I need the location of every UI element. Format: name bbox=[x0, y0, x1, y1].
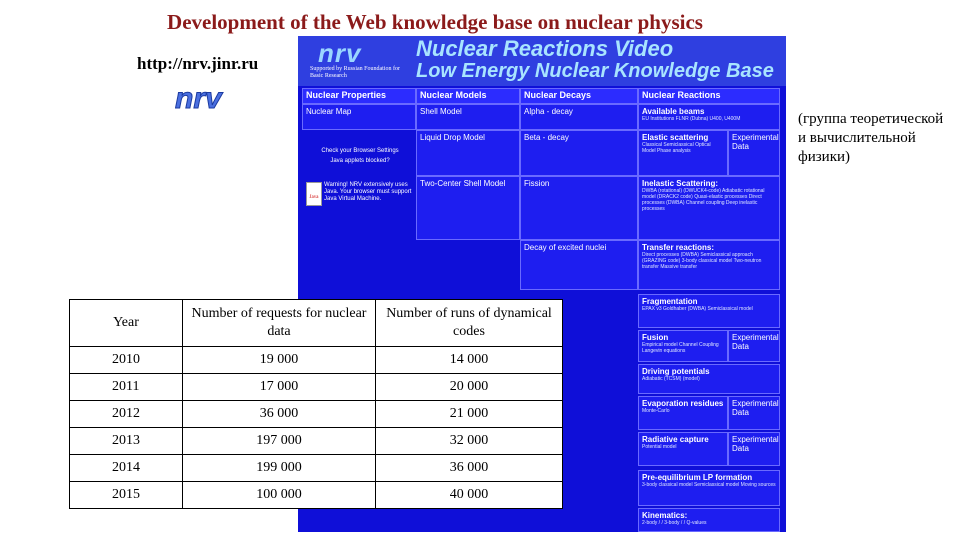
nav-beta-decay[interactable]: Beta - decay bbox=[520, 130, 638, 176]
transfer-label: Transfer reactions: bbox=[642, 243, 715, 252]
nav-exp-data-evaporation[interactable]: Experimental Data bbox=[728, 396, 780, 430]
cell-requests: 19 000 bbox=[183, 347, 376, 374]
nav-nuclear-map[interactable]: Nuclear Map bbox=[302, 104, 416, 130]
nav-radiative[interactable] bbox=[638, 432, 728, 466]
cell-requests: 36 000 bbox=[183, 401, 376, 428]
nav-elastic[interactable] bbox=[638, 130, 728, 176]
nav-exp-data-radiative[interactable]: Experimental Data bbox=[728, 432, 780, 466]
nrv-logo-text: nrv bbox=[175, 82, 222, 112]
group-note: (группа теоретической и вычислительной физики) bbox=[798, 111, 944, 165]
kinematics-sub: 2-body / / 3-body / / Q-values bbox=[642, 520, 707, 526]
fragmentation-sub: EPAX v3 Goldhaber (DWBA) Semiclassical model bbox=[642, 306, 753, 312]
nav-liquid-drop[interactable]: Liquid Drop Model bbox=[416, 130, 520, 176]
nav-kinematics[interactable] bbox=[638, 508, 780, 532]
table-row bbox=[70, 347, 563, 374]
nav-two-center[interactable]: Two-Center Shell Model bbox=[416, 176, 520, 240]
site-title-line1: Nuclear Reactions Video bbox=[416, 36, 674, 61]
evaporation-sub: Monte-Carlo bbox=[642, 408, 670, 414]
elastic-sub: Classical Semiclassical Optical Model Phase analysis bbox=[642, 142, 711, 154]
site-supported-by: Supported by Russian Foundation for Basic Research bbox=[310, 66, 400, 79]
nav-available-beams[interactable] bbox=[638, 104, 780, 130]
cell-year: 2010 bbox=[70, 347, 183, 374]
java-icon bbox=[306, 182, 322, 206]
java-warning: Warning! NRV extensively uses Java. Your browser must support Java Virtual Machine. bbox=[324, 182, 412, 202]
nav-fragmentation[interactable] bbox=[638, 294, 780, 328]
site-title-line2: Low Energy Nuclear Knowledge Base bbox=[416, 60, 774, 82]
slide-title: Development of the Web knowledge base on nuclear physics bbox=[167, 10, 703, 34]
nav-exp-data-fusion[interactable]: Experimental Data bbox=[728, 330, 780, 362]
nav-transfer[interactable] bbox=[638, 240, 780, 290]
nav-exp-data-elastic[interactable]: Experimental Data bbox=[728, 130, 780, 176]
cell-year: 2013 bbox=[70, 428, 183, 455]
fragmentation-label: Fragmentation bbox=[642, 297, 698, 306]
cell-runs: 21 000 bbox=[376, 401, 563, 428]
header-runs: Number of runs of dynamical codes bbox=[376, 300, 563, 347]
elastic-label: Elastic scattering bbox=[642, 133, 709, 142]
cell-year: 2012 bbox=[70, 401, 183, 428]
nav-header-decays[interactable]: Nuclear Decays bbox=[520, 88, 638, 104]
table-row bbox=[70, 428, 563, 455]
available-beams-sub: EU Institutions FLNR (Dubna) U400, U400M bbox=[642, 116, 741, 122]
nav-alpha-decay[interactable]: Alpha - decay bbox=[520, 104, 638, 130]
nav-header-properties[interactable]: Nuclear Properties bbox=[302, 88, 416, 104]
nav-decay-excited[interactable]: Decay of excited nuclei bbox=[520, 240, 638, 290]
nav-evaporation[interactable] bbox=[638, 396, 728, 430]
evaporation-label: Evaporation residues bbox=[642, 399, 724, 408]
java-blocked-note: Java applets blocked? bbox=[330, 158, 390, 164]
browser-settings-note: Check your Browser Settings bbox=[321, 148, 399, 154]
driving-label: Driving potentials bbox=[642, 367, 710, 376]
table-row bbox=[70, 374, 563, 401]
cell-year: 2014 bbox=[70, 455, 183, 482]
cell-year: 2011 bbox=[70, 374, 183, 401]
kinematics-label: Kinematics: bbox=[642, 511, 688, 520]
cell-runs: 20 000 bbox=[376, 374, 563, 401]
cell-requests: 199 000 bbox=[183, 455, 376, 482]
nav-fission[interactable]: Fission bbox=[520, 176, 638, 240]
nav-shell-model[interactable]: Shell Model bbox=[416, 104, 520, 130]
cell-runs: 32 000 bbox=[376, 428, 563, 455]
inelastic-sub: DWBA (rotational) (DWUCK4-code) Adiabatic rotational model (DRACK2 code) Quasi-elastic processes Direct processes (DWBA) Channel coupling Deep inelastic processes bbox=[642, 188, 765, 212]
fusion-sub: Empirical model Channel Coupling Langevin equations bbox=[642, 342, 719, 354]
header-year: Year bbox=[70, 300, 183, 347]
nav-inelastic[interactable] bbox=[638, 176, 780, 240]
table-row bbox=[70, 455, 563, 482]
nav-header-reactions[interactable]: Nuclear Reactions bbox=[638, 88, 780, 104]
table-row bbox=[70, 482, 563, 509]
cell-requests: 17 000 bbox=[183, 374, 376, 401]
site-logo: nrv bbox=[318, 38, 362, 68]
radiative-label: Radiative capture bbox=[642, 435, 709, 444]
java-label: Java bbox=[309, 195, 319, 200]
fusion-label: Fusion bbox=[642, 333, 669, 342]
nrv-logo bbox=[175, 82, 255, 112]
pre-eq-label: Pre-equilibrium LP formation bbox=[642, 473, 753, 482]
cell-runs: 40 000 bbox=[376, 482, 563, 509]
nav-header-models[interactable]: Nuclear Models bbox=[416, 88, 520, 104]
cell-runs: 36 000 bbox=[376, 455, 563, 482]
nav-pre-equilibrium[interactable] bbox=[638, 470, 780, 506]
radiative-sub: Potential model bbox=[642, 444, 677, 450]
cell-requests: 197 000 bbox=[183, 428, 376, 455]
nav-driving[interactable] bbox=[638, 364, 780, 394]
site-url[interactable]: http://nrv.jinr.ru bbox=[137, 54, 259, 73]
cell-runs: 14 000 bbox=[376, 347, 563, 374]
cell-requests: 100 000 bbox=[183, 482, 376, 509]
header-requests: Number of requests for nuclear data bbox=[183, 300, 376, 347]
nav-fusion[interactable] bbox=[638, 330, 728, 362]
table-header-row bbox=[70, 300, 563, 347]
statistics-table bbox=[69, 299, 563, 509]
table-row bbox=[70, 401, 563, 428]
driving-sub: Adiabatic (TCSM) (model) bbox=[642, 376, 700, 382]
inelastic-label: Inelastic Scattering: bbox=[642, 179, 719, 188]
pre-eq-sub: 3-body classical model Semiclassical model Moving sources bbox=[642, 482, 776, 488]
available-beams-label: Available beams bbox=[642, 107, 705, 116]
transfer-sub: Direct processes (DWBA) Semiclassical approach (GRAZING code) 3-body classical model Two-neutron transfer Massive transfer bbox=[642, 252, 762, 270]
cell-year: 2015 bbox=[70, 482, 183, 509]
site-banner bbox=[298, 36, 786, 86]
